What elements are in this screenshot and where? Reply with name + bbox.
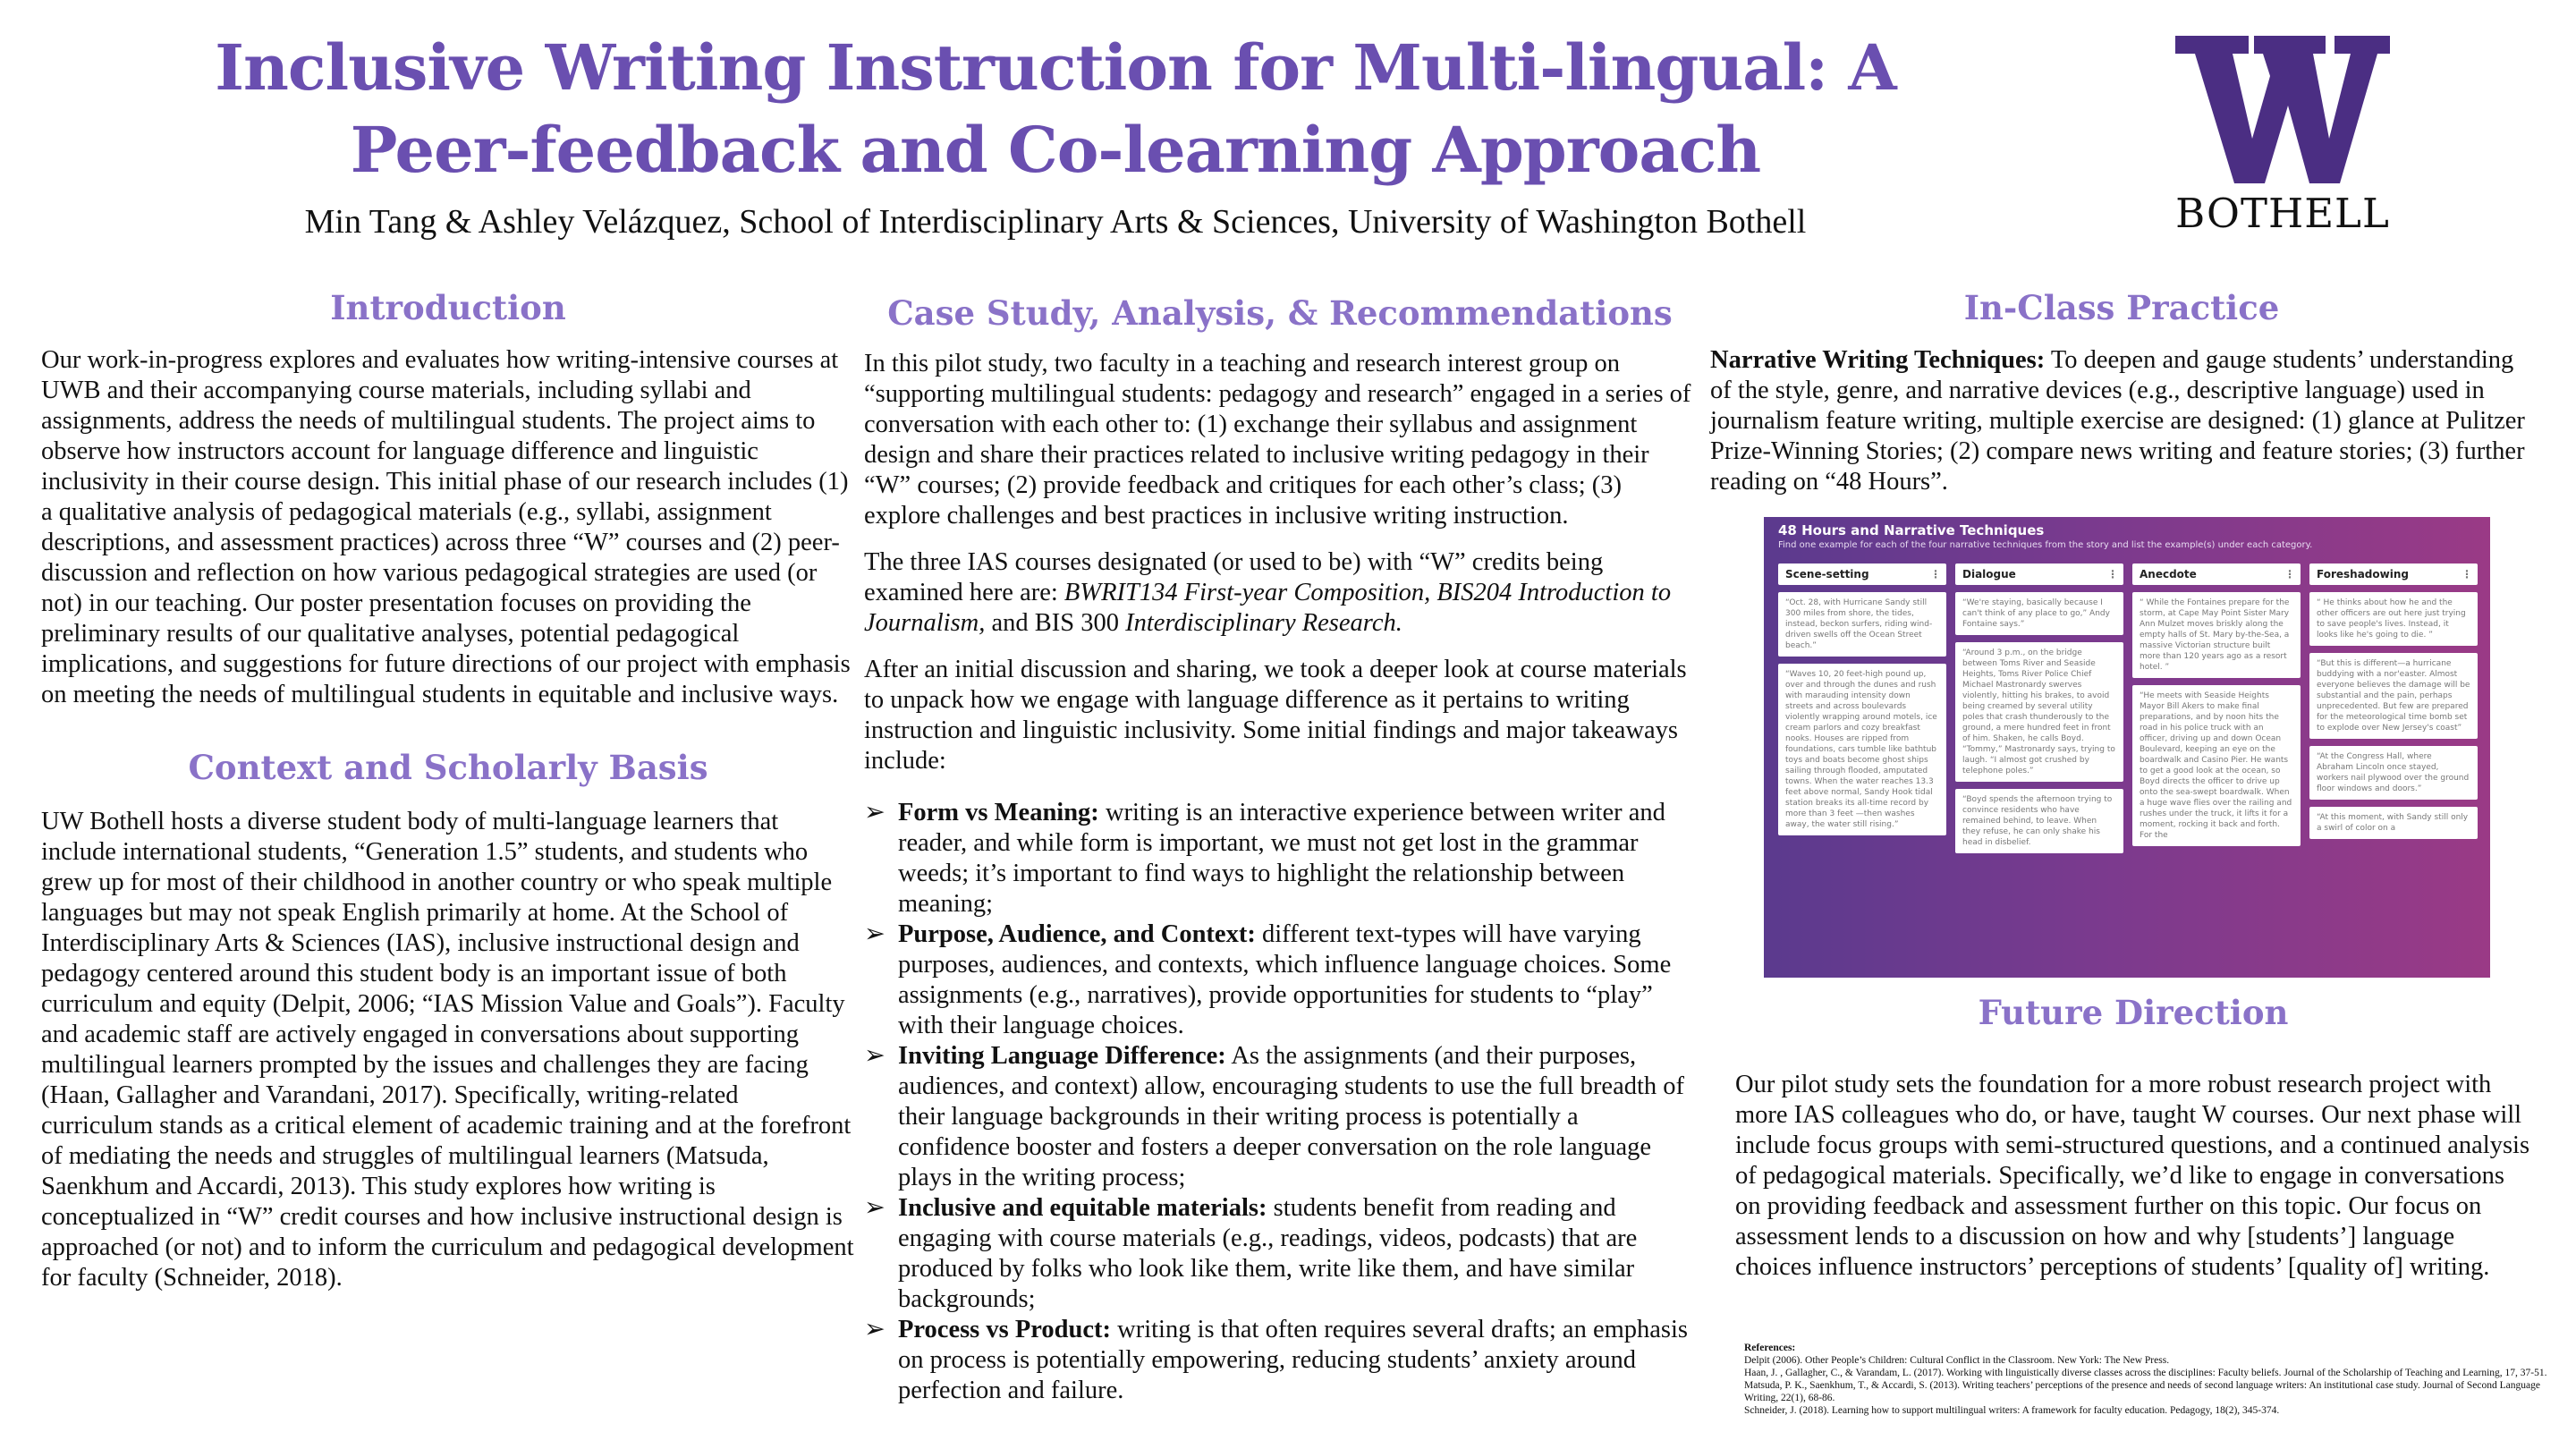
title-line-1: Inclusive Writing Instruction for Multi-lingual: A <box>215 30 1896 105</box>
future-direction-text: Our pilot study sets the foundation for a more robust research project with more IAS colleagues who do, or have, taught W courses. Our next phase will include focus groups with semi-structured questions, and a continued analysis of pedagogical materials. Specifically, we’d like to engage in conversations on providing feedback and assessment further on this topic. Our focus on assessment lends to a discussion on how and why [students’] language choices influence instructors’ perceptions of students’ [quality of] writing. <box>1735 1071 2530 1281</box>
introduction-text: Our work-in-progress explores and evaluates how writing-intensive courses at UWB and their accompanying course materials, including syllabi and assignments, address the needs of multilingual students. The project aims to observe how instructors account for language difference and linguistic inclusivity in their course design. This initial phase of our research includes (1) a qualitative analysis of pedagogical materials (e.g., syllabi, assignment descriptions, and assessment practices) across three “W” courses and (2) peer-discussion and reflection on how various pedagogical strategies are used (or not) in our teaching. Our poster presentation focuses on providing the preliminary results of our qualitative analyses, potential pedagogical implications, and suggestions for future directions of our project with emphasis on meeting the needs of multilingual students in equitable and inclusive ways. <box>41 346 851 708</box>
left-column <box>41 288 855 1293</box>
references-heading-label: References: <box>1744 1343 1796 1353</box>
board-column-name: Foreshadowing <box>2317 568 2409 580</box>
menu-dots-icon: ⋮ <box>2107 568 2118 580</box>
context-heading: Context and Scholarly Basis <box>188 748 708 787</box>
takeaway-text: writing is that often requires several drafts; an emphasis on process is potentially empowering, reducing students’ anxiety around perfection and failure. <box>898 1316 1689 1404</box>
takeaway-text: writing is an interactive experience between writer and reader, and while form is important, we must not get lost in the grammar weeds; it’s important to find ways to highlight the relationship between meaning; <box>898 799 1665 918</box>
board-card: “ While the Fontaines prepare for the storm, at Cape May Point Sister Mary Ann Mulzet moves briskly along the empty halls of St. Mary by-the-Sea, a massive Victorian structure built more than 120 years ago as a resort hotel. ” <box>2132 592 2301 678</box>
takeaway-term: Form vs Meaning: <box>898 799 1099 826</box>
board-card: “Oct. 28, with Hurricane Sandy still 300 miles from shore, the tides, instead, beckon surfers, riding wind-driven swells off the Ocean Street beach.” <box>1778 592 1946 657</box>
takeaway-term: Purpose, Audience, and Context: <box>898 920 1256 948</box>
board-card: “We're staying, basically because I can't think of any place to go,” Andy Fontaine says.” <box>1955 592 2123 635</box>
course-title-bis300: Interdisciplinary Research. <box>1125 609 1402 637</box>
introduction-heading: Introduction <box>330 288 566 327</box>
board-title: 48 Hours and Narrative Techniques <box>1778 522 2045 538</box>
in-class-section <box>1710 288 2533 497</box>
reference-item: Schneider, J. (2018). Learning how to support multilingual writers: A framework for faculty education. Pedagogy, 18(2), 345-374. <box>1744 1405 2280 1416</box>
takeaway-term: Process vs Product: <box>898 1316 1111 1343</box>
reference-item: Delpit (2006). Other People’s Children: Cultural Conflict in the Classroom. New York: The New Press. <box>1744 1355 2170 1366</box>
in-class-heading: In-Class Practice <box>1963 288 2280 327</box>
board-card: “He meets with Seaside Heights Mayor Bill Akers to make final preparations, and by noon hits the road in his police truck with an officer, driving up and down Ocean Boulevard, keeping an eye on the boardwalk and Casino Pier. He wants to get a good look at the ocean, so Boyd directs the officer to drive up onto the sea-swept boardwalk. When a huge wave flies over the railing and rushes under the truck, it lifts it for a moment, rocking it back and forth. For the <box>2132 685 2301 846</box>
board-column-header <box>2132 564 2301 585</box>
case-study-para-2 <box>864 547 1696 639</box>
board-column-header <box>2309 564 2478 585</box>
arrow-bullet-icon: ➢ <box>864 1042 886 1070</box>
board-card: “But this is different—a hurricane buddying with a nor'easter. Almost everyone believes the damage will be substantial and the pain, perhaps unprecedented. But few are prepared for the meteorological time bomb set to explode over New Jersey's coast” <box>2309 653 2478 739</box>
board-card: “ He thinks about how he and the other officers are out here just trying to save people's lives. Instead, it looks like he's going to die. ” <box>2309 592 2478 646</box>
authors-line: Min Tang & Ashley Velázquez, School of Interdisciplinary Arts & Sciences, University of Washington Bothell <box>304 203 1807 241</box>
in-class-description: To deepen and gauge students’ understanding of the style, genre, and narrative devices (e.g., descriptive language) used in journalism feature writing, multiple exercise are designed: (1) glance at Pulitzer Prize-Winning Stories; (2) compare news writing and feature stories; (3) further reading on “48 Hours”. <box>1710 346 2525 496</box>
w-logo-icon <box>2175 36 2390 183</box>
takeaway-term: Inviting Language Difference: <box>898 1042 1226 1070</box>
logo-bothell-text: BOTHELL <box>2175 190 2390 237</box>
menu-dots-icon: ⋮ <box>2462 568 2472 580</box>
board-column-name: Dialogue <box>1962 568 2016 580</box>
board-card: “Boyd spends the afternoon trying to convince residents who have remained behind, to leave. When they refuse, he can only shake his head in disbelief. <box>1955 789 2123 853</box>
reference-item: Haan, J. , Gallagher, C., & Varandam, L. (2017). Working with linguistically diverse classes across the disciplines: Faculty beliefs. Journal of the Scholarship of Teaching and Learning, 17, 37-51. <box>1744 1368 2547 1378</box>
references-heading <box>1744 1342 2567 1354</box>
middle-column <box>864 293 1696 1406</box>
board-subtitle: Find one example for each of the four narrative techniques from the story and list the example(s) under each category. <box>1778 540 2313 550</box>
references <box>1744 1342 2567 1417</box>
narrative-board-screenshot <box>1764 517 2490 978</box>
para-2-intro: The three IAS courses designated (or used to be) with “W” credits being examined here are: <box>864 548 1604 606</box>
uw-bothell-logo <box>2175 36 2399 242</box>
in-class-term: Narrative Writing Techniques: <box>1710 346 2046 374</box>
takeaway-text: As the assignments (and their purposes, audiences, and context) allow, encouraging students to use the full breadth of their language backgrounds in their writing process is potentially a confidence booster and fosters a deeper conversation on the role language plays in the writing process; <box>898 1042 1685 1191</box>
context-text: UW Bothell hosts a diverse student body of multi-language learners that include international students, “Generation 1.5” students, and students who grew up for most of their childhood in another country or who speak multiple languages but may not speak English primarily at home. At the School of Interdisciplinary Arts & Sciences (IAS), inclusive instructional design and pedagogy centered around this student body is an important issue of both curriculum and equity (Delpit, 2006; “IAS Mission Value and Goals”). Faculty and academic staff are actively engaged in conversations about supporting multilingual learners prompted by the issues and challenges they are facing (Haan, Gallagher and Varandani, 2017). Specifically, writing-related curriculum stands as a critical element of academic training and at the forefront of mediating the needs and struggles of multilingual learners (Matsuda, Saenkhum and Accardi, 2013). This study explores how writing is conceptualized in “W” credit courses and how inclusive instructional design is approached (or not) and to inform the curriculum and pedagogical development for faculty (Schneider, 2018). <box>41 808 854 1292</box>
reference-item: Matsuda, P. K., Saenkhum, T., & Accardi, S. (2013). Writing teachers’ perceptions of the presence and needs of second language writers: An institutional case study. Journal of Second Language Writing, 22(1), 68-86. <box>1744 1380 2540 1403</box>
board-column-header <box>1778 564 1946 585</box>
board-card: “At this moment, with Sandy still only a swirl of color on a <box>2309 807 2478 839</box>
future-direction-heading: Future Direction <box>1978 993 2289 1032</box>
menu-dots-icon: ⋮ <box>1930 568 1941 580</box>
para-2-and: and BIS 300 <box>985 609 1126 637</box>
arrow-bullet-icon: ➢ <box>864 799 886 826</box>
takeaways-list <box>864 798 1696 1406</box>
board-card: “At the Congress Hall, where Abraham Lincoln once stayed, workers nail plywood over the ground floor windows and doors.” <box>2309 746 2478 800</box>
takeaway-term: Inclusive and equitable materials: <box>898 1194 1267 1222</box>
board-column <box>2132 564 2301 846</box>
arrow-bullet-icon: ➢ <box>864 1316 886 1343</box>
takeaway-item <box>864 798 1696 919</box>
board-card: “Around 3 p.m., on the bridge between Toms River and Seaside Heights, Toms River Police Chief Michael Mastronardy swerves violently, hitting his brakes, to avoid being creamed by several utility poles that crash thunderously to the ground, a mere hundred feet in front of him. Shaken, he calls Boyd. “Tommy,” Mastronardy says, trying to laugh. “I almost got crushed by telephone poles.” <box>1955 642 2123 782</box>
board-column <box>1778 564 1946 835</box>
takeaway-item <box>864 1041 1696 1193</box>
board-column-header <box>1955 564 2123 585</box>
poster-title <box>161 27 1950 191</box>
takeaway-item <box>864 1315 1696 1406</box>
course-titles: BWRIT134 First-year Composition, BIS204 Introduction to Journalism, <box>864 579 1672 637</box>
arrow-bullet-icon: ➢ <box>864 1194 886 1222</box>
board-column-name: Scene-setting <box>1785 568 1869 580</box>
takeaway-item <box>864 1193 1696 1315</box>
board-column <box>1955 564 2123 853</box>
arrow-bullet-icon: ➢ <box>864 920 886 948</box>
in-class-text <box>1710 345 2533 497</box>
board-column-name: Anecdote <box>2140 568 2197 580</box>
board-card: “Waves 10, 20 feet-high pound up, over and through the dunes and rush with marauding intensity down streets and across boulevards violently wrapping around motels, ice cream parlors and cozy breakfast nooks. Houses are ripped from foundations, cars tumble like bathtub toys and boats become ghost ships sailing through flooded, amputated towns. When the water reaches 13.3 feet above normal, Sandy Hook tidal station breaks its all-time record by more than 3 feet —then washes away, the water still rising.” <box>1778 664 1946 835</box>
case-study-para-3: After an initial discussion and sharing, we took a deeper look at course materials to unpack how we engage with language difference as it pertains to writing instruction and linguistic inclusivity. Some initial findings and major takeaways include: <box>864 656 1687 775</box>
menu-dots-icon: ⋮ <box>2284 568 2295 580</box>
future-direction-section <box>1735 993 2531 1283</box>
takeaway-text: different text-types will have varying purposes, audiences, and contexts, which influence language choices. Some assignments (e.g., narratives), provide opportunities for students to “play” with their language choices. <box>898 920 1672 1039</box>
takeaway-item <box>864 919 1696 1041</box>
title-line-2: Peer-feedback and Co-learning Approach <box>350 113 1761 187</box>
case-study-heading: Case Study, Analysis, & Recommendations <box>887 293 1673 333</box>
board-column <box>2309 564 2478 839</box>
takeaway-text: students benefit from reading and engaging with course materials (e.g., readings, videos, podcasts) that are produced by folks who look like them, write like them, and have similar backgrounds; <box>898 1194 1638 1313</box>
case-study-para-1: In this pilot study, two faculty in a teaching and research interest group on “supporting multilingual students: pedagogy and research” engaged in a series of conversation with each other to: (1) exchange their syllabus and assignment design and share their practices related to inclusive writing pedagogy in their “W” courses; (2) provide feedback and critiques for each other’s class; (3) explore challenges and best practices in inclusive writing instruction. <box>864 350 1691 530</box>
